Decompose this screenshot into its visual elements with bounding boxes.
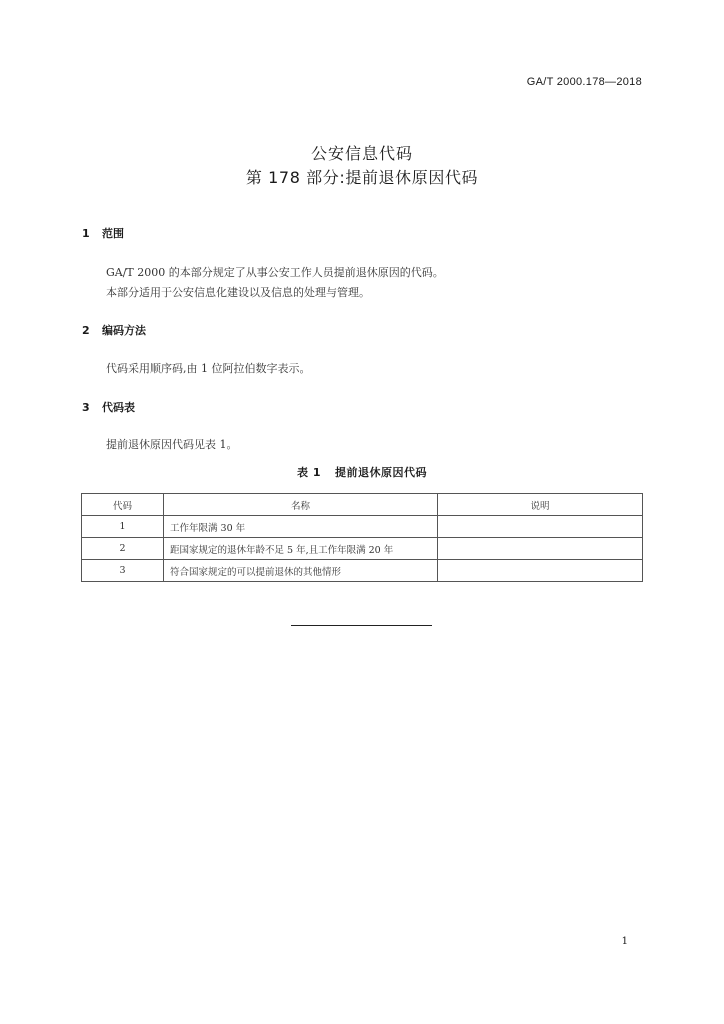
cell-note <box>438 516 643 538</box>
end-of-document-rule <box>291 625 432 626</box>
column-header-code: 代码 <box>82 494 164 516</box>
section-number: 1 <box>82 227 90 240</box>
paragraph: 代码采用顺序码,由 1 位阿拉伯数字表示。 <box>106 362 311 375</box>
table-row <box>82 538 643 560</box>
section-3-heading <box>82 399 135 415</box>
section-title: 代码表 <box>102 401 135 414</box>
document-subtitle: 第 178 部分:提前退休原因代码 <box>245 168 479 187</box>
paragraph: 提前退休原因代码见表 1。 <box>106 438 238 451</box>
standard-code: GA/T 2000.178—2018 <box>526 76 642 88</box>
paragraph: GA/T 2000 的本部分规定了从事公安工作人员提前退休原因的代码。 <box>106 266 444 279</box>
document-title: 公安信息代码 <box>310 144 413 163</box>
section-number: 3 <box>82 401 90 414</box>
section-1-heading <box>82 225 124 241</box>
column-header-note: 说明 <box>438 494 643 516</box>
column-header-name: 名称 <box>164 494 438 516</box>
table-row <box>82 560 643 582</box>
cell-code: 1 <box>82 516 164 538</box>
section-2-heading <box>82 322 146 338</box>
table-row <box>82 516 643 538</box>
paragraph: 本部分适用于公安信息化建设以及信息的处理与管理。 <box>106 286 370 299</box>
cell-name: 符合国家规定的可以提前退休的其他情形 <box>164 560 438 582</box>
table-number: 表 1 <box>297 466 321 479</box>
cell-code: 3 <box>82 560 164 582</box>
table-header-row <box>82 494 643 516</box>
section-title: 范围 <box>102 227 124 240</box>
cell-name: 工作年限满 30 年 <box>164 516 438 538</box>
code-table <box>81 493 643 582</box>
table-caption <box>0 464 724 480</box>
section-number: 2 <box>82 324 90 337</box>
cell-note <box>438 538 643 560</box>
title-block <box>0 142 724 190</box>
table-title: 提前退休原因代码 <box>334 466 427 479</box>
cell-note <box>438 560 643 582</box>
page-number: 1 <box>621 936 628 947</box>
cell-code: 2 <box>82 538 164 560</box>
section-title: 编码方法 <box>102 324 146 337</box>
cell-name: 距国家规定的退休年龄不足 5 年,且工作年限满 20 年 <box>164 538 438 560</box>
